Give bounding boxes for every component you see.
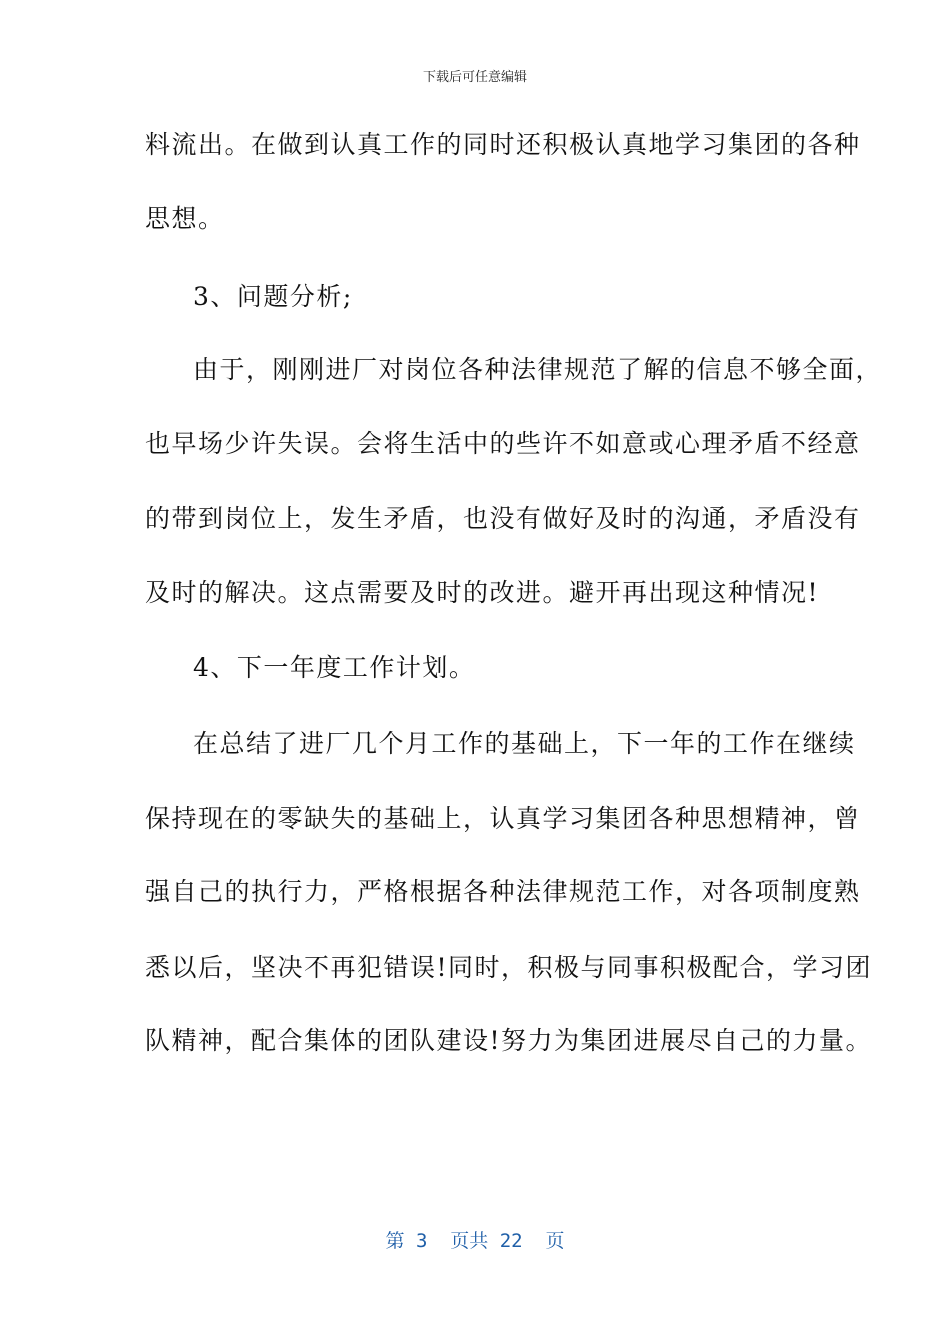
section-heading: 3、问题分析; <box>193 282 353 311</box>
paragraph-line: 强自己的执行力，严格根据各种法律规范工作，对各项制度熟 <box>145 877 861 906</box>
paragraph-line: 队精神，配合集体的团队建设!努力为集团进展尽自己的力量。 <box>145 1026 873 1055</box>
header-note: 下载后可任意编辑 <box>422 70 527 85</box>
page-number: 第 3 页共 22 页 <box>385 1230 565 1252</box>
paragraph-line: 由于，刚刚进厂对岗位各种法律规范了解的信息不够全面， <box>193 355 883 384</box>
paragraph-line: 料流出。在做到认真工作的同时还积极认真地学习集团的各种 <box>145 130 861 159</box>
paragraph-line: 悉以后，坚决不再犯错误!同时，积极与同事积极配合，学习团 <box>145 953 873 982</box>
paragraph-line: 的带到岗位上，发生矛盾，也没有做好及时的沟通，矛盾没有 <box>145 504 861 533</box>
paragraph-line: 在总结了进厂几个月工作的基础上，下一年的工作在继续 <box>193 729 856 758</box>
paragraph-line: 也早场少许失误。会将生活中的些许不如意或心理矛盾不经意 <box>145 429 861 458</box>
paragraph-line: 保持现在的零缺失的基础上，认真学习集团各种思想精神，曾 <box>145 804 861 833</box>
paragraph-line: 及时的解决。这点需要及时的改进。避开再出现这种情况! <box>145 578 820 607</box>
paragraph-line: 思想。 <box>145 204 225 233</box>
section-heading: 4、下一年度工作计划。 <box>193 653 476 682</box>
